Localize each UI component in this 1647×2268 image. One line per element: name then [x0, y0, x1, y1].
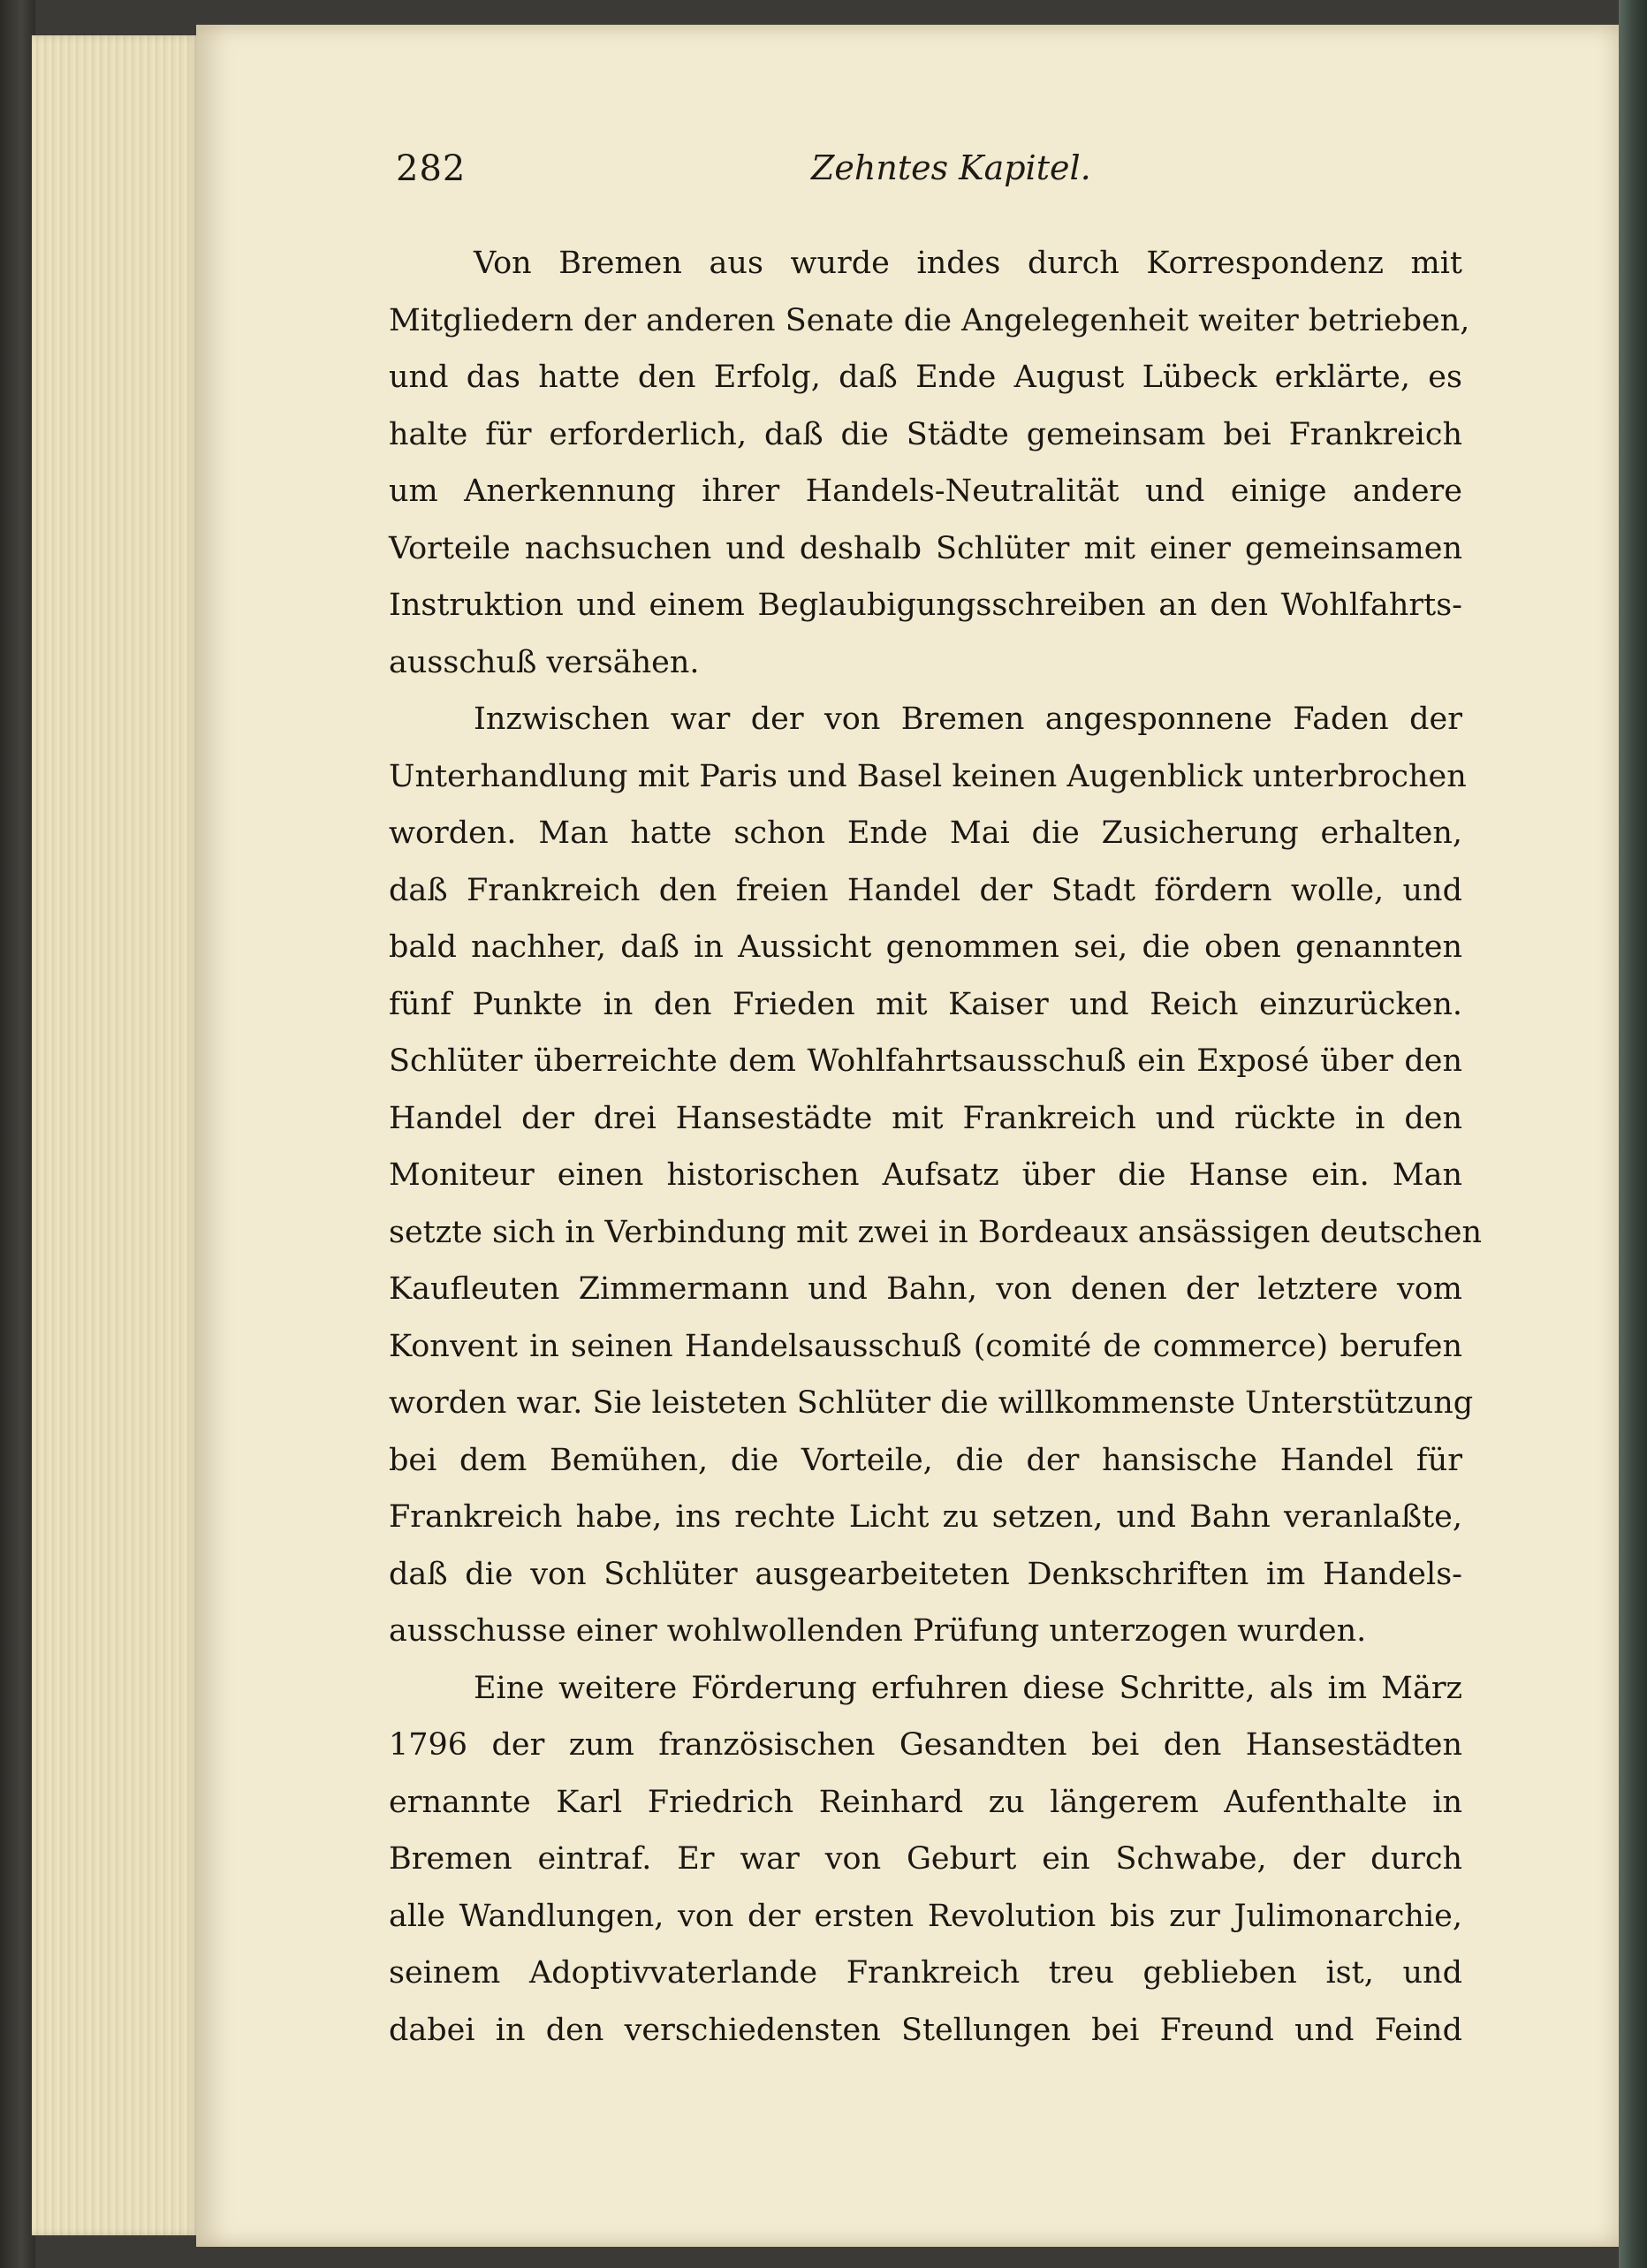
text-line: 1796 der zum französischen Gesandten bei den Hansestädten: [389, 1727, 1462, 1763]
text-line: fünf Punkte in den Frieden mit Kaiser und Reich einzurücken.: [389, 986, 1462, 1022]
text-line: Unterhandlung mit Paris und Basel keinen Augenblick unterbrochen: [389, 758, 1467, 794]
text-line: Frankreich habe, ins rechte Licht zu setzen, und Bahn veranlaßte,: [389, 1499, 1462, 1535]
running-title: Zehntes Kapitel.: [811, 148, 1091, 187]
text-line: Von Bremen aus wurde indes durch Korrespondenz mit: [474, 246, 1462, 281]
page-header: [396, 148, 1456, 201]
text-line: Inzwischen war der von Bremen angesponnene Faden der: [474, 702, 1462, 737]
text-line: ausschuß versähen.: [389, 644, 700, 680]
page-edges: [32, 35, 200, 2235]
body-text: [389, 235, 1483, 2059]
book-binding-right: [1619, 0, 1647, 2268]
text-line: worden. Man hatte schon Ende Mai die Zusicherung erhalten,: [389, 815, 1462, 851]
text-line: Handel der drei Hansestädte mit Frankreich und rückte in den: [389, 1100, 1462, 1136]
text-line: um Anerkennung ihrer Handels-Neutralität und einige andere: [389, 474, 1462, 509]
text-line: Schlüter überreichte dem Wohlfahrtsausschuß ein Exposé über den: [389, 1043, 1462, 1079]
text-line: seinem Adoptivvaterlande Frankreich treu geblieben ist, und: [389, 1955, 1462, 1991]
text-line: ernannte Karl Friedrich Reinhard zu längerem Aufenthalte in: [389, 1784, 1462, 1820]
text-line: worden war. Sie leisteten Schlüter die willkommenste Unterstützung: [389, 1385, 1474, 1421]
text-line: halte für erforderlich, daß die Städte gemeinsam bei Frankreich: [389, 416, 1462, 452]
text-line: Mitgliedern der anderen Senate die Angelegenheit weiter betrieben,: [389, 302, 1470, 338]
text-line: Eine weitere Förderung erfuhren diese Schritte, als im März: [474, 1670, 1462, 1706]
text-line: Kaufleuten Zimmermann und Bahn, von denen der letztere vom: [389, 1271, 1462, 1307]
text-line: Instruktion und einem Beglaubigungsschreiben an den Wohlfahrts-: [389, 588, 1462, 623]
text-line: setzte sich in Verbindung mit zwei in Bordeaux ansässigen deutschen: [389, 1214, 1483, 1250]
text-line: Bremen eintraf. Er war von Geburt ein Schwabe, der durch: [389, 1841, 1462, 1877]
text-line: bei dem Bemühen, die Vorteile, die der hansische Handel für: [389, 1442, 1462, 1478]
text-line: und das hatte den Erfolg, daß Ende August Lübeck erklärte, es: [389, 360, 1462, 395]
text-line: alle Wandlungen, von der ersten Revolution bis zur Julimonarchie,: [389, 1898, 1462, 1934]
text-line: ausschusse einer wohlwollenden Prüfung unterzogen wurden.: [389, 1613, 1367, 1649]
book-binding-left: [0, 0, 35, 2268]
text-line: Moniteur einen historischen Aufsatz über die Hanse ein. Man: [389, 1157, 1462, 1193]
text-line: dabei in den verschiedensten Stellungen bei Freund und Feind: [389, 2012, 1462, 2048]
text-line: daß die von Schlüter ausgearbeiteten Denkschriften im Handels-: [389, 1556, 1462, 1592]
text-line: daß Frankreich den freien Handel der Stadt fördern wolle, und: [389, 872, 1462, 908]
text-line: bald nachher, daß in Aussicht genommen sei, die oben genannten: [389, 929, 1462, 965]
text-line: Vorteile nachsuchen und deshalb Schlüter mit einer gemeinsamen: [389, 530, 1462, 566]
text-line: Konvent in seinen Handelsausschuß (comité de commerce) berufen: [389, 1328, 1462, 1364]
page-number: 282: [396, 148, 467, 189]
